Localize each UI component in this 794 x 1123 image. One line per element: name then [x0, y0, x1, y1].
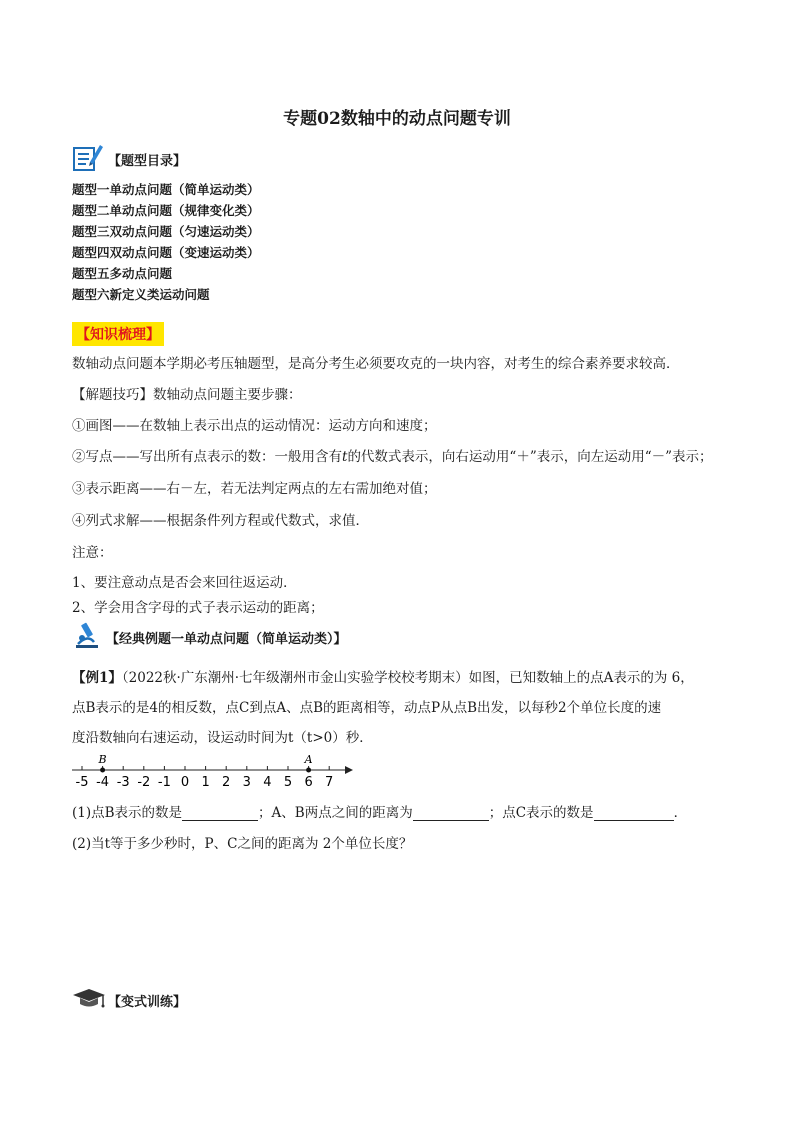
- question-2: (2)当t等于多少秒时，P、C之间的距离为 2个单位长度？: [72, 836, 413, 852]
- step-4: ④列式求解——根据条件列方程或代数式，求值．: [72, 513, 369, 529]
- step-2: ②写点——写出所有点表示的数：一般用含有t的代数式表示，向右运动用“＋”表示，向左运动用“－”表示；: [72, 449, 713, 465]
- number-line-point: [306, 768, 311, 773]
- note-2: 2、学会用含字母的式子表示运动的距离；: [72, 600, 324, 616]
- toc-item[interactable]: 题型二单动点问题（规律变化类）: [72, 203, 260, 218]
- number-line-tick-label: 1: [201, 775, 210, 790]
- step-1: ①画图——在数轴上表示出点的运动情况：运动方向和速度；: [72, 418, 437, 434]
- toc-item[interactable]: 题型五多动点问题: [72, 266, 173, 281]
- tips-heading: 【解题技巧】数轴动点问题主要步骤：: [72, 387, 302, 403]
- toc-item[interactable]: 题型六新定义类运动问题: [72, 287, 210, 302]
- answer-blank-2[interactable]: [413, 806, 489, 821]
- number-line-tick-label: 5: [283, 775, 293, 790]
- notepad-pencil-icon: [72, 142, 104, 176]
- toc-item[interactable]: 题型三双动点问题（匀速运动类）: [72, 224, 260, 239]
- example-line-1: 【例1】（2022秋·广东潮州·七年级潮州市金山实验学校校考期末）如图，已知数轴上的点A表示的为 6，: [72, 670, 694, 686]
- toc-list: [72, 179, 260, 305]
- example-label: 【例1】: [72, 670, 122, 686]
- number-line-tick-label: 7: [325, 775, 334, 790]
- number-line-point-label: B: [98, 753, 107, 766]
- answer-blank-1[interactable]: [182, 806, 258, 821]
- answer-blank-3[interactable]: [594, 806, 674, 821]
- number-line-tick-label: -3: [116, 775, 130, 790]
- example-heading: 【经典例题一单动点问题（简单运动类）】: [106, 631, 347, 647]
- number-line-arrow: [345, 766, 353, 774]
- page-title: 专题02数轴中的动点问题专训: [283, 109, 511, 129]
- example-heading-row: [72, 620, 347, 654]
- example-line-3: 度沿数轴向右速运动，设运动时间为t（t>0）秒．: [72, 730, 373, 746]
- step-3: ③表示距离——右－左，若无法判定两点的左右需加绝对值；: [72, 481, 437, 497]
- number-line-tick-label: -2: [137, 775, 151, 790]
- number-line-tick-label: 4: [263, 775, 272, 790]
- number-line-point-label: A: [304, 753, 313, 766]
- number-line-tick-label: 0: [180, 775, 190, 790]
- graduation-cap-icon: [72, 986, 106, 1014]
- toc-item[interactable]: 题型四双动点问题（变速运动类）: [72, 245, 260, 260]
- knowledge-badge: 【知识梳理】: [72, 322, 164, 346]
- number-line-tick-label: -1: [157, 775, 171, 790]
- number-line-tick-label: 6: [304, 775, 313, 790]
- toc-item[interactable]: 题型一单动点问题（简单运动类）: [72, 182, 260, 197]
- number-line: [70, 748, 360, 792]
- number-line-tick-label: 2: [222, 775, 231, 790]
- knowledge-intro: 数轴动点问题本学期必考压轴题型，是高分考生必须要攻克的一块内容，对考生的综合素养要求较高．: [72, 356, 680, 372]
- note-1: 1、要注意动点是否会来回往返运动．: [72, 575, 297, 591]
- variant-heading: 【变式训练】: [108, 994, 187, 1010]
- number-line-point: [100, 768, 105, 773]
- number-line-tick-label: 3: [242, 775, 251, 790]
- variant-heading-row: [72, 986, 186, 1014]
- microscope-icon: [72, 620, 102, 654]
- example-line-2: 点B表示的是4的相反数，点C到点A、点B的距离相等，动点P从点B出发，以每秒2个单位长度的速: [72, 700, 662, 716]
- question-1: (1)点B表示的数是 ；A、B两点之间的距离为 ；点C表示的数是 ．: [72, 805, 688, 821]
- toc-heading-row: [72, 142, 186, 176]
- number-line-tick-label: -5: [75, 775, 89, 790]
- note-heading: 注意：: [72, 545, 113, 561]
- toc-heading: 【题型目录】: [108, 153, 187, 169]
- number-line-tick-label: -4: [96, 775, 110, 790]
